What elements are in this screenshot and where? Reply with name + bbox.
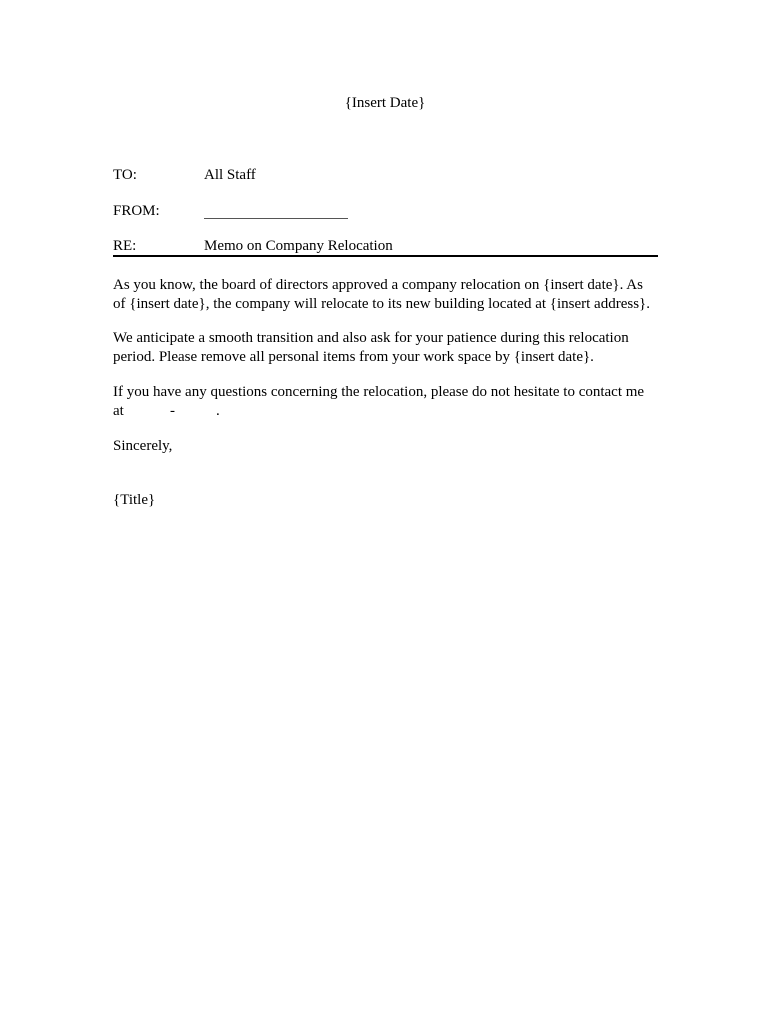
paragraph-3-period: .	[216, 403, 220, 419]
closing: Sincerely,	[113, 438, 173, 454]
from-blank-line	[204, 218, 348, 219]
body-paragraph-3	[113, 383, 658, 421]
header-divider	[113, 255, 658, 257]
to-row	[113, 166, 658, 184]
paragraph-3-dash: -	[170, 403, 175, 419]
to-value: All Staff	[204, 167, 256, 183]
re-value: Memo on Company Relocation	[204, 238, 393, 254]
paragraph-3-line-1: If you have any questions concerning the relocation, please do not hesitate to contact me	[113, 384, 645, 400]
paragraph-2-line-1: We anticipate a smooth transition and also ask for your patience during this relocation	[113, 330, 629, 346]
paragraph-2-line-2: period. Please remove all personal items from your work space by {insert date}.	[113, 349, 594, 365]
paragraph-1-line-1: As you know, the board of directors approved a company relocation on {insert date}. As	[113, 277, 643, 293]
paragraph-1-line-2: of {insert date}, the company will relocate to its new building located at {insert address}.	[113, 296, 650, 312]
body-paragraph-1	[113, 276, 658, 314]
paragraph-3-at: at	[113, 403, 124, 419]
from-row	[113, 202, 658, 220]
paragraph-3-contact-line	[113, 402, 658, 421]
body-paragraph-2	[113, 329, 658, 367]
signature-title: {Title}	[113, 492, 156, 508]
re-row	[113, 237, 658, 255]
from-label: FROM:	[113, 203, 160, 219]
to-label: TO:	[113, 167, 137, 183]
memo-date: {Insert Date}	[344, 95, 426, 111]
re-label: RE:	[113, 238, 137, 254]
